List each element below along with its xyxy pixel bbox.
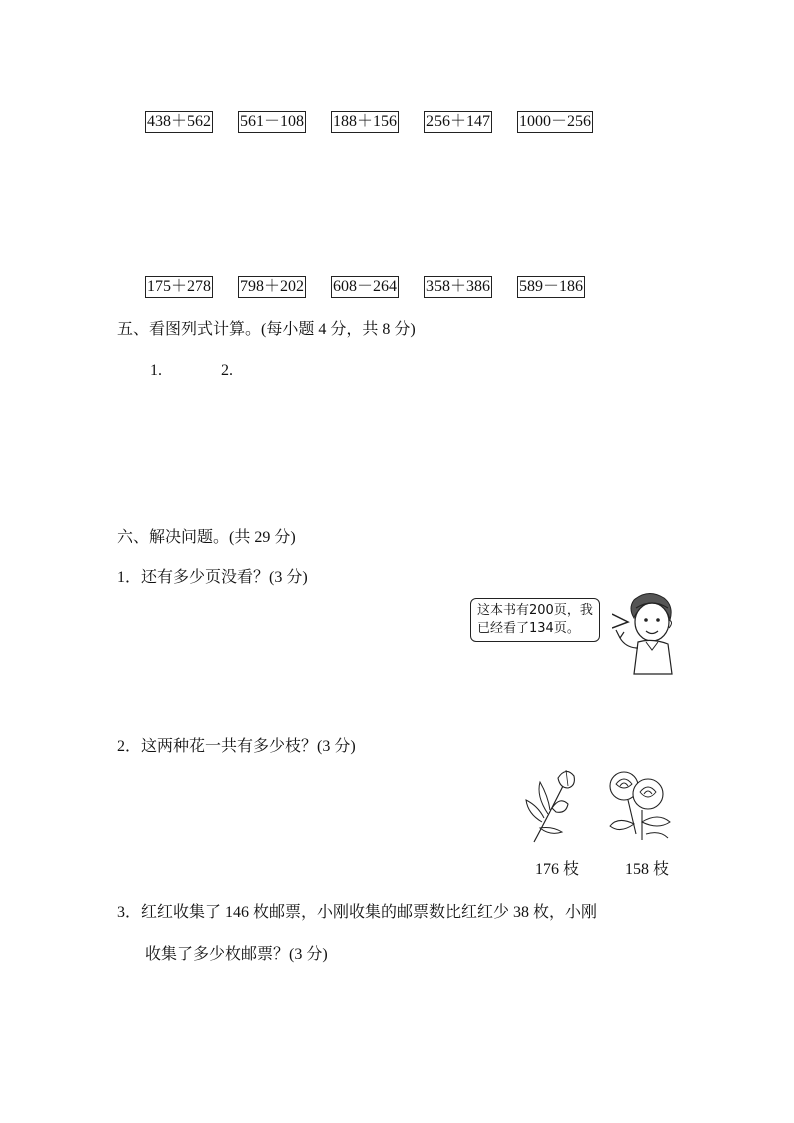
bubble-line-1: 这本书有200页，我 — [477, 603, 593, 618]
question-3-line-2: 收集了多少枚邮票？(3 分) — [145, 946, 328, 963]
flower-left-count: 176 枝 — [535, 861, 580, 878]
section-5-item-1: 1. — [150, 362, 162, 379]
section-5-title: 五、看图列式计算。(每小题 4 分，共 8 分) — [117, 321, 416, 338]
section-5-item-2: 2. — [221, 362, 233, 379]
calc-item: 589－186 — [517, 276, 585, 298]
speech-bubble — [470, 598, 600, 642]
calc-item: 608－264 — [331, 276, 399, 298]
calc-item: 1000－256 — [517, 111, 593, 133]
bubble-line-2: 已经看了134页。 — [477, 621, 580, 636]
calc-item: 561－108 — [238, 111, 306, 133]
question-1: 1．还有多少页没看？(3 分) — [117, 569, 308, 586]
calc-item: 188＋156 — [331, 111, 399, 133]
calc-item: 358＋386 — [424, 276, 492, 298]
section-6-title: 六、解决问题。(共 29 分) — [117, 529, 296, 546]
flower-right-illustration — [602, 764, 680, 842]
question-3-line-1: 3．红红收集了 146 枚邮票，小刚收集的邮票数比红红少 38 枚，小刚 — [117, 904, 598, 921]
flower-right-count: 158 枝 — [625, 861, 670, 878]
calc-item: 175＋278 — [145, 276, 213, 298]
question-2: 2．这两种花一共有多少枝？(3 分) — [117, 738, 356, 755]
calc-item: 798＋202 — [238, 276, 306, 298]
calc-item: 256＋147 — [424, 111, 492, 133]
flower-left-illustration — [522, 766, 582, 844]
calc-item: 438＋562 — [145, 111, 213, 133]
boy-illustration — [612, 590, 682, 676]
